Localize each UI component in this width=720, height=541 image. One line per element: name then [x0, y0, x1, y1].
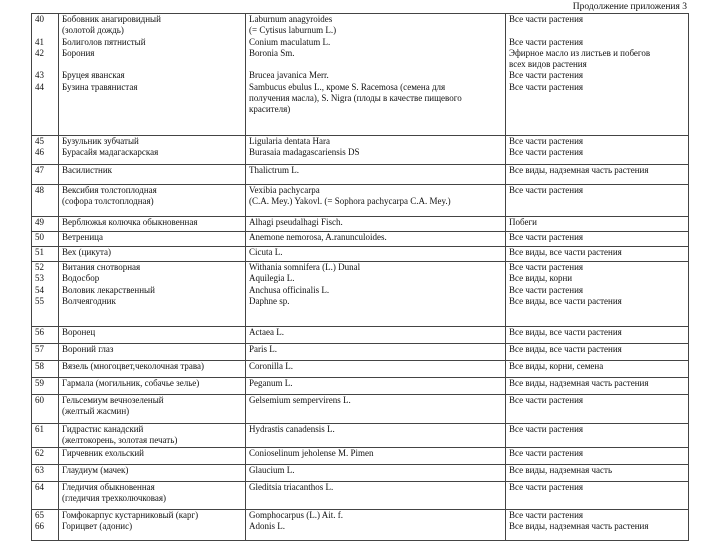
toxic-part-cell	[506, 361, 689, 378]
table-row	[32, 344, 689, 361]
toxic-part-cell	[506, 327, 689, 344]
latin-name: Peganum L.	[249, 378, 293, 388]
row-number-cell	[32, 136, 59, 165]
latin-name-cell	[246, 247, 506, 262]
table-row	[32, 361, 689, 378]
table-row	[32, 136, 689, 165]
row-number: 63	[35, 464, 44, 475]
row-number: 64	[35, 481, 44, 492]
latin-name-cell	[246, 262, 506, 327]
row-number: 49	[35, 217, 44, 227]
table-row	[32, 424, 689, 448]
latin-name: Boronia Sm.	[249, 47, 295, 58]
latin-name: Gomphocarpus (L.) Ait. f.	[249, 509, 343, 520]
row-number-cell	[32, 361, 59, 378]
table-row	[32, 262, 689, 327]
latin-name	[249, 493, 502, 504]
row-number: 46	[35, 147, 44, 158]
toxic-part: Все части растения	[509, 136, 584, 146]
table-row	[32, 509, 689, 540]
latin-name-cell	[246, 424, 506, 448]
latin-name	[249, 435, 502, 446]
russian-name-cell	[59, 185, 246, 217]
russian-name-cell	[59, 14, 246, 136]
toxic-part	[509, 25, 685, 36]
toxic-part	[509, 406, 685, 417]
row-number: 44	[35, 81, 44, 92]
latin-name: Aquilegia L.	[249, 273, 295, 284]
row-number: 59	[35, 378, 44, 388]
row-number-cell	[32, 327, 59, 344]
latin-name: Withania somnifera (L.) Dunal	[249, 262, 361, 272]
latin-name-cell	[246, 327, 506, 344]
russian-name: Гледичия обыкновенная	[62, 481, 155, 492]
row-number-cell	[32, 424, 59, 448]
russian-name-cell	[59, 327, 246, 344]
latin-name: Ligularia dentata Hara	[249, 136, 330, 146]
russian-name: (золотой дождь)	[62, 25, 124, 36]
toxic-part-cell	[506, 424, 689, 448]
latin-name: Burasaia madagascariensis DS	[249, 147, 360, 158]
toxic-part: Все виды, корни, семена	[509, 361, 604, 371]
row-number	[35, 196, 55, 207]
latin-name: Alhagi pseudalhagi Fisch.	[249, 217, 343, 227]
russian-name: Водосбор	[62, 273, 100, 284]
russian-name: Воловик лекарственный	[62, 284, 155, 295]
row-number: 51	[35, 247, 44, 257]
table-row	[32, 395, 689, 424]
toxic-part: Побеги	[509, 217, 537, 227]
row-number-cell	[32, 247, 59, 262]
russian-name: Вексибия толстоплодная	[62, 185, 157, 195]
russian-name: (софора толстоплодная)	[62, 196, 154, 207]
latin-name-cell	[246, 344, 506, 361]
russian-name: Гомфокарпус кустарниковый (карг)	[62, 509, 199, 520]
toxic-part	[509, 93, 685, 104]
russian-name-cell	[59, 217, 246, 232]
row-number-cell	[32, 481, 59, 509]
row-number	[35, 435, 55, 446]
latin-name: Daphne sp.	[249, 295, 290, 306]
toxic-part: Все части растения	[509, 481, 584, 492]
russian-name: Бурасайя мадагаскарская	[62, 147, 159, 158]
latin-name: (= Cytisus laburnum L.)	[249, 25, 337, 36]
page-header: Продолжение приложения 3	[572, 2, 687, 12]
row-number: 61	[35, 424, 44, 434]
toxic-part-cell	[506, 344, 689, 361]
latin-name: Conioselinum jeholense M. Pimen	[249, 447, 374, 458]
toxic-part-cell	[506, 136, 689, 165]
row-number: 52	[35, 262, 44, 272]
latin-name-cell	[246, 232, 506, 247]
russian-name: (гледичия трехколючковая)	[62, 492, 167, 503]
row-number	[35, 406, 55, 417]
russian-name: Воронец	[62, 327, 96, 337]
toxic-part: Все части растения	[509, 81, 584, 92]
toxic-part: Все виды, все части растения	[509, 247, 622, 257]
latin-name-cell	[246, 447, 506, 464]
russian-name: Витания снотворная	[62, 262, 141, 272]
toxic-part: Все виды, надземная часть растения	[509, 165, 649, 175]
latin-name-cell	[246, 378, 506, 395]
row-number: 58	[35, 361, 44, 371]
toxic-part: Все части растения	[509, 185, 584, 195]
toxic-part: Все виды, надземная часть растения	[509, 378, 649, 388]
table-row	[32, 464, 689, 481]
row-number	[35, 104, 55, 115]
row-number: 42	[35, 47, 44, 58]
latin-name: Anchusa officinalis L.	[249, 284, 330, 295]
russian-name-cell	[59, 247, 246, 262]
latin-name: Actaea L.	[249, 327, 284, 337]
row-number: 40	[35, 14, 44, 24]
latin-name-cell	[246, 165, 506, 185]
russian-name: Бузина травянистая	[62, 81, 138, 92]
row-number-cell	[32, 509, 59, 540]
table-row	[32, 217, 689, 232]
row-number-cell	[32, 185, 59, 217]
toxic-part: Все части растения	[509, 36, 584, 47]
table-row	[32, 481, 689, 509]
russian-name-cell	[59, 481, 246, 509]
russian-name-cell	[59, 424, 246, 448]
latin-name: Glaucium L.	[249, 464, 295, 475]
russian-name: (желтый жасмин)	[62, 406, 130, 417]
russian-name-cell	[59, 136, 246, 165]
row-number: 55	[35, 295, 44, 306]
latin-name-cell	[246, 217, 506, 232]
row-number-cell	[32, 395, 59, 424]
russian-name	[62, 93, 242, 104]
row-number	[35, 493, 55, 504]
toxic-part: Все части растения	[509, 262, 584, 272]
russian-name-cell	[59, 447, 246, 464]
russian-name: Гармала (могильник, собачье зелье)	[62, 378, 200, 388]
toxic-part: Все части растения	[509, 424, 584, 434]
row-number-cell	[32, 14, 59, 136]
row-number-cell	[32, 447, 59, 464]
russian-name-cell	[59, 509, 246, 540]
russian-name: Бобовник анагировидный	[62, 14, 161, 24]
row-number: 43	[35, 70, 44, 81]
row-number-cell	[32, 378, 59, 395]
russian-name: Гельсемиум вечнозеленый	[62, 395, 164, 405]
russian-name-cell	[59, 165, 246, 185]
russian-name: Гидрастис канадский	[62, 424, 144, 434]
russian-name-cell	[59, 262, 246, 327]
toxic-part: Все части растения	[509, 14, 584, 24]
row-number-cell	[32, 232, 59, 247]
latin-name: получения масла), S. Nigra (плоды в качестве пищевого	[249, 93, 462, 104]
russian-name: Верблюжья колючка обыкновенная	[62, 217, 198, 227]
row-number: 53	[35, 273, 44, 284]
latin-name-cell	[246, 185, 506, 217]
table-row	[32, 247, 689, 262]
russian-name: Вязель (многоцвет,чеколочная трава)	[62, 361, 204, 371]
russian-name-cell	[59, 344, 246, 361]
russian-name: Борония	[62, 47, 95, 58]
latin-name: Conium maculatum L.	[249, 36, 331, 47]
toxic-part-cell	[506, 509, 689, 540]
toxic-part: Все виды, все части растения	[509, 295, 622, 306]
latin-name-cell	[246, 14, 506, 136]
toxic-part	[509, 493, 685, 504]
latin-name	[249, 59, 502, 70]
russian-name	[62, 104, 242, 115]
table-row	[32, 447, 689, 464]
toxic-part: Все части растения	[509, 232, 584, 242]
toxic-part: Все части растения	[509, 147, 584, 158]
russian-name: Болиголов пятнистый	[62, 36, 146, 47]
table-row	[32, 232, 689, 247]
russian-name-cell	[59, 395, 246, 424]
toxic-part: Все части растения	[509, 70, 584, 81]
latin-name: Laburnum anagyroides	[249, 14, 333, 24]
toxic-part: всех видов растения	[509, 59, 587, 70]
row-number-cell	[32, 464, 59, 481]
russian-name: Горицвет (адонис)	[62, 520, 133, 531]
row-number-cell	[32, 344, 59, 361]
toxic-part: Все виды, корни	[509, 273, 573, 284]
row-number: 60	[35, 395, 44, 405]
toxic-part	[509, 104, 685, 115]
russian-name-cell	[59, 361, 246, 378]
russian-name: Глаудиум (мачек)	[62, 464, 129, 475]
row-number-cell	[32, 217, 59, 232]
row-number: 48	[35, 185, 44, 195]
russian-name: Гирчевник ехольский	[62, 447, 144, 458]
row-number: 50	[35, 232, 44, 242]
latin-name-cell	[246, 361, 506, 378]
row-number	[35, 93, 55, 104]
latin-name-cell	[246, 481, 506, 509]
latin-name: Gleditsia triacanthos L.	[249, 481, 334, 492]
toxic-part: Все виды, все части растения	[509, 344, 622, 354]
table-row	[32, 185, 689, 217]
toxic-part-cell	[506, 262, 689, 327]
russian-name: Вех (цикута)	[62, 247, 112, 257]
toxic-part: Эфирное масло из листьев и побегов	[509, 47, 651, 58]
toxic-part: Все виды, надземная часть	[509, 464, 613, 475]
toxic-part-cell	[506, 378, 689, 395]
row-number	[35, 25, 55, 36]
russian-name: (желтокорень, золотая печать)	[62, 435, 178, 446]
toxic-part-cell	[506, 464, 689, 481]
latin-name-cell	[246, 464, 506, 481]
toxic-part: Все части растения	[509, 284, 584, 295]
row-number: 66	[35, 520, 44, 531]
latin-name: Sambucus ebulus L., кроме S. Racemosa (семена для	[249, 81, 446, 92]
toxic-part	[509, 435, 685, 446]
toxic-part-cell	[506, 232, 689, 247]
russian-name: Ветреница	[62, 232, 103, 242]
row-number-cell	[32, 262, 59, 327]
row-number: 47	[35, 165, 44, 175]
table-row	[32, 327, 689, 344]
russian-name-cell	[59, 464, 246, 481]
row-number	[35, 59, 55, 70]
russian-name: Волчеягодник	[62, 295, 116, 306]
latin-name-cell	[246, 395, 506, 424]
latin-name-cell	[246, 509, 506, 540]
russian-name	[62, 59, 242, 70]
row-number: 57	[35, 344, 44, 354]
row-number: 56	[35, 327, 44, 337]
row-number: 62	[35, 447, 44, 458]
toxic-part-cell	[506, 165, 689, 185]
toxic-part-cell	[506, 395, 689, 424]
toxic-part: Все части растения	[509, 447, 584, 458]
latin-name: Paris L.	[249, 344, 277, 354]
latin-name: Adonis L.	[249, 520, 285, 531]
toxic-part-cell	[506, 247, 689, 262]
toxic-part: Все виды, все части растения	[509, 327, 622, 337]
latin-name: Cicuta L.	[249, 247, 283, 257]
table-row	[32, 378, 689, 395]
toxic-part-cell	[506, 481, 689, 509]
latin-name: Thalictrum L.	[249, 165, 299, 175]
row-number: 41	[35, 36, 44, 47]
russian-name-cell	[59, 378, 246, 395]
row-number: 54	[35, 284, 44, 295]
latin-name: Hydrastis canadensis L.	[249, 424, 335, 434]
row-number: 65	[35, 509, 44, 520]
toxic-part: Все части растения	[509, 395, 584, 405]
latin-name-cell	[246, 136, 506, 165]
latin-name: Anemone nemorosa, A.ranunculoides.	[249, 232, 387, 242]
row-number: 45	[35, 136, 44, 146]
latin-name: (C.A. Mey.) Yakovl. (= Sophora pachycarpa C.A. Mey.)	[249, 196, 451, 207]
latin-name	[249, 406, 502, 417]
russian-name-cell	[59, 232, 246, 247]
toxic-part-cell	[506, 14, 689, 136]
russian-name: Бузульник зубчатый	[62, 136, 139, 146]
table-row	[32, 14, 689, 136]
russian-name: Вороний глаз	[62, 344, 114, 354]
toxic-part-cell	[506, 447, 689, 464]
plants-table	[31, 13, 689, 541]
toxic-part-cell	[506, 217, 689, 232]
russian-name: Василистник	[62, 165, 113, 175]
latin-name: Coronilla L.	[249, 361, 293, 371]
russian-name: Бруцея яванская	[62, 70, 125, 81]
toxic-part-cell	[506, 185, 689, 217]
toxic-part: Все части растения	[509, 509, 584, 520]
latin-name: Brucea javanica Merr.	[249, 70, 329, 81]
latin-name: Gelsemium sempervirens L.	[249, 395, 351, 405]
toxic-part: Все виды, надземная часть растения	[509, 520, 649, 531]
row-number-cell	[32, 165, 59, 185]
latin-name: Vexibia pachycarpa	[249, 185, 320, 195]
latin-name: красителя)	[249, 104, 291, 115]
table-row	[32, 165, 689, 185]
toxic-part	[509, 196, 685, 207]
